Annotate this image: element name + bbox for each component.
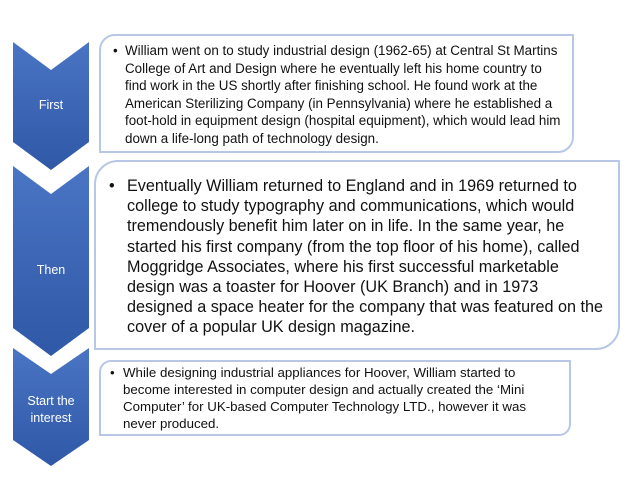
step-label-first: First: [38, 98, 64, 112]
bullet-text-start-interest: • While designing industrial appliances for Hoover, William started to become interested in computer design and actually created the ‘Mini Computer’ for UK-based Computer Technology LTD., however it was never produced.: [101, 362, 569, 432]
step-label-start-interest: Start the interest: [27, 394, 75, 425]
step-text-box-start-interest: [99, 360, 571, 436]
chevron-then: [13, 166, 89, 356]
step-text-box-first: [99, 34, 574, 153]
bullet-text-first: • William went on to study industrial design (1962-65) at Central St Martins College of Art and Design where he eventually left his home country to find work in the US shortly after finishing school. He found work at the American Sterilizing Company (in Pennsylvania) where he established a foot-hold in equipment design (hospital equipment), which would lead him down a life-long path of technology design.: [101, 36, 572, 148]
step-text-box-then: [94, 160, 620, 350]
bullet-text-then: • Eventually William returned to England and in 1969 returned to college to study typography and communications, which would tremendously benefit him later on in life. In the same year, he started his first company (from the top floor of his home), called Moggridge Associates, where his first successful marketable design was a toaster for Hoover (UK Branch) and in 1973 designed a space heater for the company that was featured on the cover of a popular UK design magazine.: [96, 162, 618, 338]
step-label-then: Then: [36, 263, 66, 277]
